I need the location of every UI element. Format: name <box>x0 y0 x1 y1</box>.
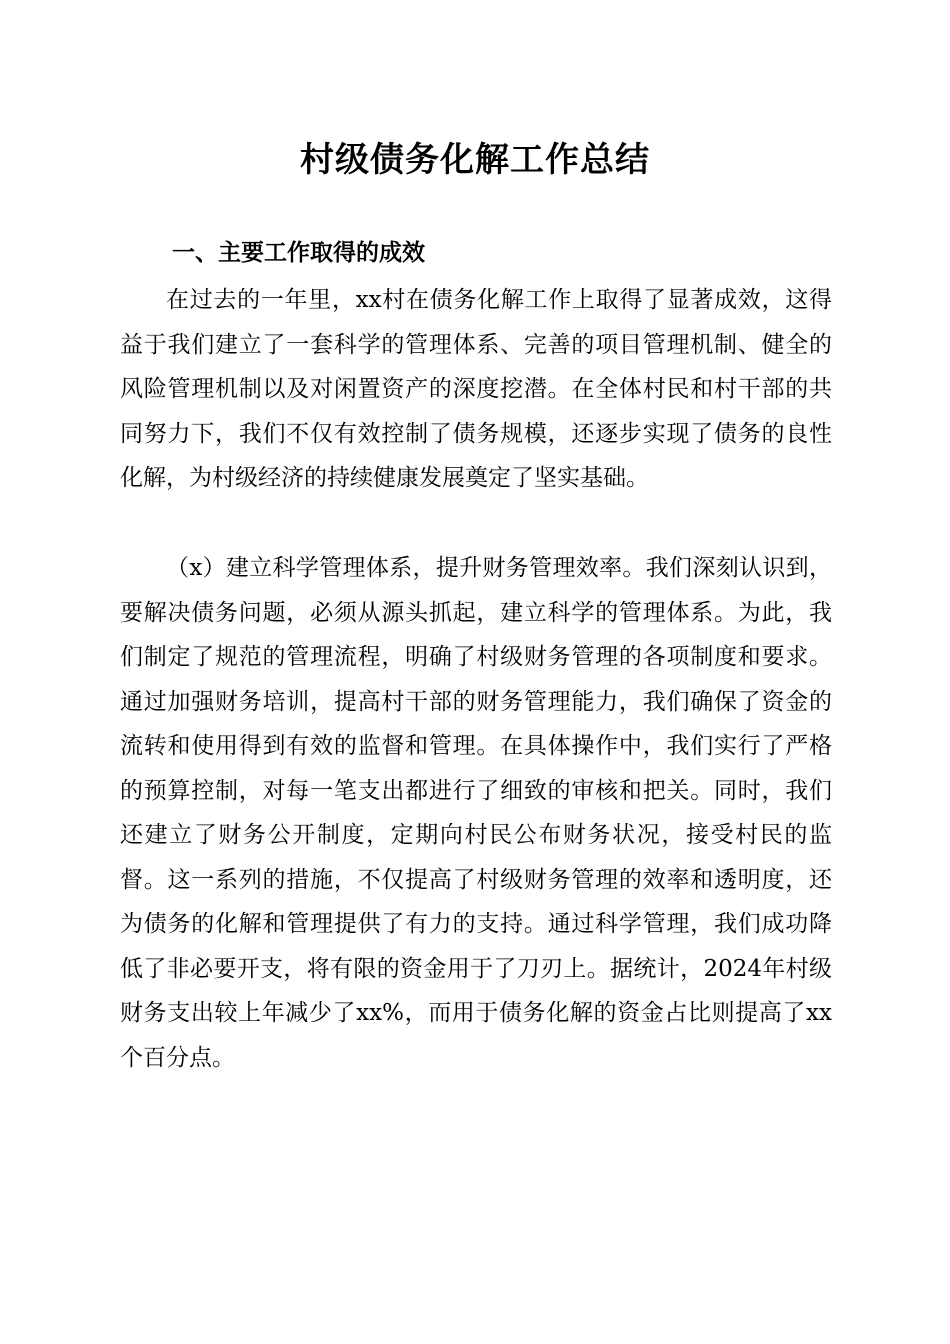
section-heading: 一、主要工作取得的成效 <box>172 240 425 266</box>
paragraph-management-system: （x）建立科学管理体系，提升财务管理效率。我们深刻认识到，要解决债务问题，必须从源头抓起，建立科学的管理体系。为此，我们制定了规范的管理流程，明确了村级财务管理的各项制度和要求。通过加强财务培训，提高村干部的财务管理能力，我们确保了资金的流转和使用得到有效的监督和管理。在具体操作中，我们实行了严格的预算控制，对每一笔支出都进行了细致的审核和把关。同时，我们还建立了财务公开制度，定期向村民公布财务状况，接受村民的监督。这一系列的措施，不仅提高了村级财务管理的效率和透明度，还为债务的化解和管理提供了有力的支持。通过科学管理，我们成功降低了非必要开支，将有限的资金用于了刀刃上。据统计，2024年村级财务支出较上年减少了xx%，而用于债务化解的资金占比则提高了xx个百分点。 <box>120 555 832 1071</box>
document-title: 村级债务化解工作总结 <box>300 140 650 180</box>
paragraph-intro: 在过去的一年里，xx村在债务化解工作上取得了显著成效，这得益于我们建立了一套科学的管理体系、完善的项目管理机制、健全的风险管理机制以及对闲置资产的深度挖潜。在全体村民和村干部的共同努力下，我们不仅有效控制了债务规模，还逐步实现了债务的良性化解，为村级经济的持续健康发展奠定了坚实基础。 <box>120 287 832 491</box>
